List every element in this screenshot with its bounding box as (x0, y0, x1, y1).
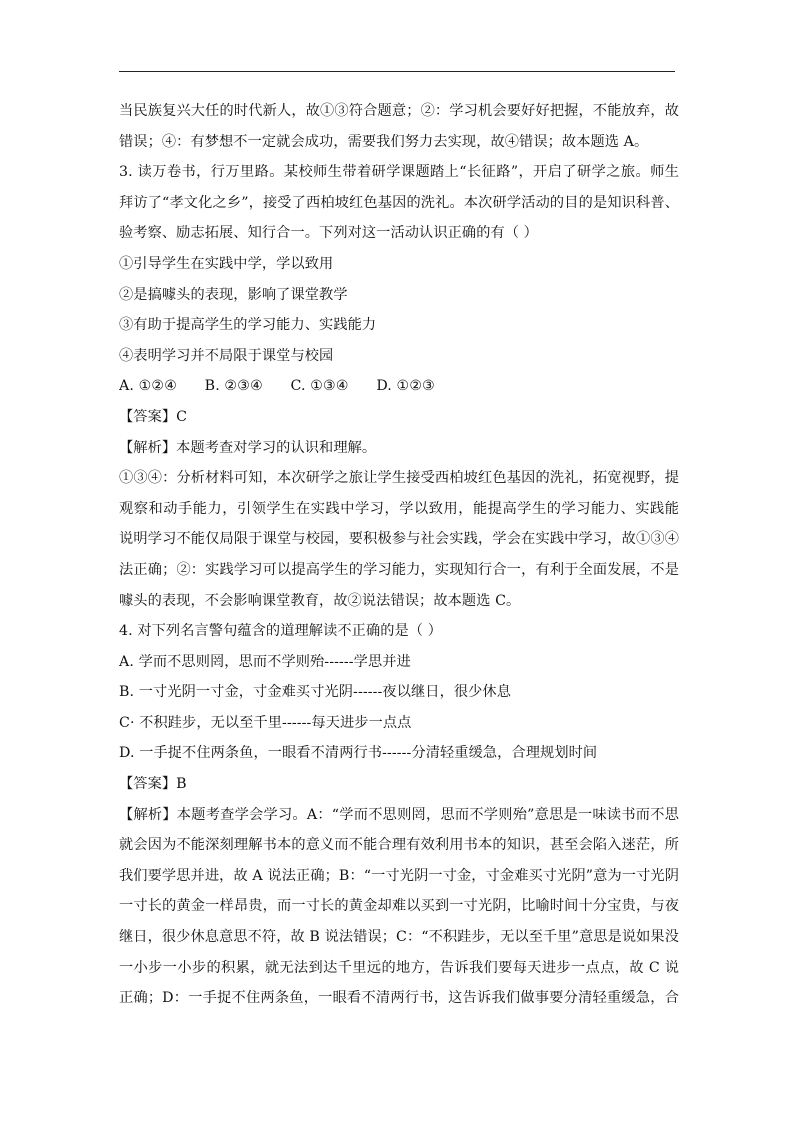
analysis-text: 一小步一小步的积累，就无法到达千里远的地方，告诉我们要每天进步一点点，故 C 说 (119, 959, 679, 976)
statement-item: ④表明学习并不局限于课堂与校园 (119, 347, 334, 364)
question-3-stem: 拜访了“孝文化之乡”，接受了西柏坡红色基因的洗礼。本次研学活动的目的是知识科普、 (119, 194, 679, 211)
analysis-text: 法正确；②：实践学习可以提高学生的学习能力，实现知行合一，有利于全面发展，不是 (119, 561, 679, 578)
analysis-text: 一寸长的黄金一样昂贵，而一寸长的黄金却难以买到一寸光阴，比喻时间十分宝贵，与夜 (119, 898, 679, 915)
statement-item: ①引导学生在实践中学，学以致用 (119, 255, 334, 272)
text-line: 当民族复兴大任的时代新人，故①③符合题意；②：学习机会要好好把握，不能放弃，故 (119, 103, 679, 119)
analysis-text: 继日，很少休息意思不符，故 B 说法错误；C：“不积跬步，无以至千里”意思是说如果没 (119, 929, 679, 946)
analysis-text: 【解析】本题考查学会学习。A：“学而不思则罔，思而不学则殆”意思是一味读书而不思 (119, 806, 679, 823)
answer-options: A. ①②④ B. ②③④ C. ①③④ D. ①②③ (119, 378, 435, 395)
analysis-text: 噱头的表现，不会影响课堂教育，故②说法错误；故本题选 C。 (119, 592, 521, 609)
statement-item: ②是搞噱头的表现，影响了课堂教学 (119, 286, 348, 303)
analysis-text: ①③④：分析材料可知，本次研学之旅让学生接受西柏坡红色基因的洗礼，拓宽视野，提 (119, 470, 679, 487)
option-b: B. 一寸光阴一寸金，寸金难买寸光阴------夜以继日，很少休息 (119, 684, 512, 701)
option-a: A. 学而不思则罔，思而不学则殆------学思并进 (119, 653, 411, 670)
question-3-stem: 验考察、励志拓展、知行合一。下列对这一活动认识正确的有（ ） (119, 225, 538, 242)
analysis-text: 说明学习不能仅局限于课堂与校园，要积极参与社会实践，学会在实践中学习，故①③④ (119, 531, 679, 548)
analysis-text: 观察和动手能力，引领学生在实践中学习，学以致用，能提高学生的学习能力、实践能 (119, 500, 679, 517)
option-d: D. 一手捉不住两条鱼，一眼看不清两行书------分清轻重缓急，合理规划时间 (119, 745, 598, 762)
question-3-stem: 3. 读万卷书，行万里路。某校师生带着研学课题踏上“长征路”，开启了研学之旅。师生 (119, 164, 679, 181)
analysis-text: 正确；D：一手捉不住两条鱼，一眼看不清两行书，这告诉我们做事要分清轻重缓急，合 (119, 990, 679, 1007)
question-4-stem: 4. 对下列名言警句蕴含的道理解读不正确的是（ ） (119, 623, 442, 640)
answer-label: 【答案】C (119, 408, 188, 425)
analysis-text: 就会因为不能深刻理解书本的意义而不能合理有效利用书本的知识，甚至会陷入迷茫，所 (119, 837, 679, 854)
document-body (119, 96, 679, 1014)
analysis-label: 【解析】本题考查对学习的认识和理解。 (119, 439, 377, 456)
header-rule (119, 71, 675, 72)
option-c: C· 不积跬步，无以至千里------每天进步一点点 (119, 714, 412, 731)
text-line: 错误；④：有梦想不一定就会成功，需要我们努力去实现，故④错误；故本题选 A。 (119, 133, 649, 150)
statement-item: ③有助于提高学生的学习能力、实践能力 (119, 317, 377, 334)
answer-label: 【答案】B (119, 776, 187, 793)
analysis-text: 我们要学思并进，故 A 说法正确；B：“一寸光阴一寸金，寸金难买寸光阴”意为一寸光阴 (119, 867, 679, 884)
